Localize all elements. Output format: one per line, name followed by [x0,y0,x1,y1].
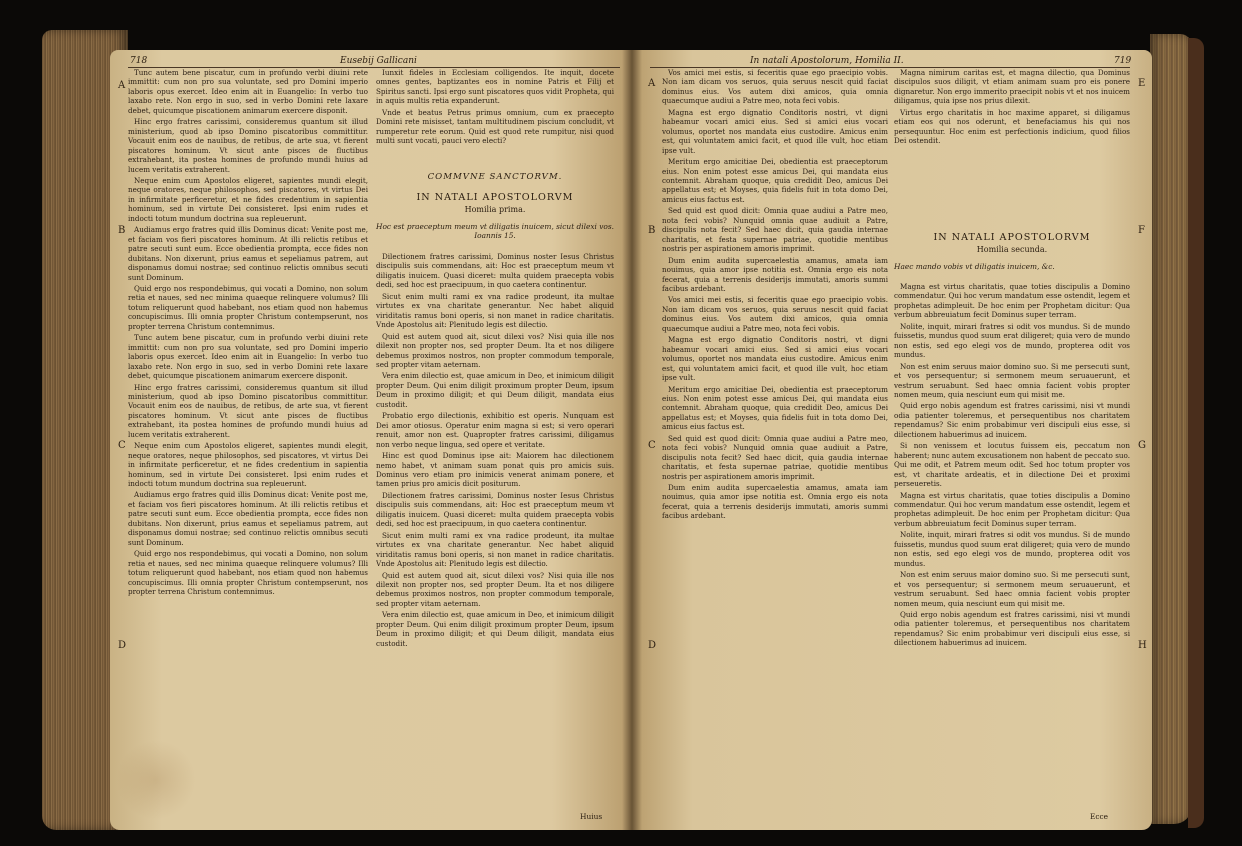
right-cover [1188,38,1204,828]
right-outer-letter-h: H [1138,640,1147,651]
right-running-head: In natali Apostolorum, Homilia II. [750,56,904,66]
left-col2-paragraph: Iunxit fideles in Ecclesiam colligendos. Ite inquit, docete omnes gentes, baptizantes eos in nomine Patris et Filij et Spiritus sancti. Ipsi ergo sunt piscatores quos vidit Propheta, qui in aquis multis retia expanderunt. [376,68,614,106]
right-col2-paragraph: Virtus ergo charitatis in hoc maxime apparet, si diligamus etiam eos qui nos oderunt, et benefaciamus his qui nos persequuntur. Hoc enim est perfectionis indicium, quod filios Dei ostendit. [894,107,1130,146]
right-col1-paragraph: Vos amici mei estis, si feceritis quae ego praecipio vobis. Non iam dicam vos seruos, quia seruus nescit quid faciat dominus eius. Vos autem dixi amicos, quia omnia quaecumque audiui a Patre meo, nota feci vobis. [662,68,888,106]
left-col2-body-paragraph: Vera enim dilectio est, quae amicum in Deo, et inimicum diligit propter Deum. Qui enim diligit proximum propter Deum, ipsum Deum in proximo diligit; et qui Deum diligit, mandata eius custodit. [376,610,614,648]
right-catchword: Ecce [1090,812,1109,821]
right-col1-paragraph: Magna est ergo dignatio Conditoris nostri, vt digni habeamur vocari amici eius. Sed si amici eius vocari volumus, oportet nos mandata eius custodire. Amicus enim est, qui voluntatem amici facit, et quod ille vult, hoc etiam ipse vult. [662,335,888,383]
feast-heading: IN NATALI APOSTOLORVM [416,192,574,203]
right-col1-paragraph: Dum enim audita supercaelestia amamus, amata iam nouimus, quia amor ipse notitia est. Omnia ergo eis nota fecerat, quia a terrenis desiderijs immutati, amoris summi facibus ardebant. [662,255,888,293]
right-col1-paragraph: Meritum ergo amicitiae Dei, obedientia est praeceptorum eius. Non enim potest esse amicus Dei, qui mandata eius contemnit. Abraham quoque, quia credidit Deo, amicus Dei appellatus est; et Moyses, quia fidelis fuit in tota domo Dei, amicus eius factus est. [662,384,888,432]
right-inner-letter-a: A [648,78,656,89]
right-column-2-body [894,282,1130,812]
right-inner-letter-c: C [648,440,656,451]
left-catchword: Huius [580,812,603,821]
right-inner-letter-d: D [648,640,657,651]
right-inner-letter-b: B [648,225,656,236]
left-col2-body-paragraph: Dilectionem fratres carissimi, Dominus noster Iesus Christus discipulis suis commendans, ait: Hoc est praeceptum meum vt diligatis inuicem. Quasi diceret: multa quidem praecepta vobis dedi, sed hoc est praecipuum, in quo caetera continentur. [376,490,614,529]
right-page [630,50,1152,830]
homily-lemma: Hoc est praeceptum meum vt diligatis inuicem, sicut dilexi vos. Ioannis 15. [376,222,614,240]
right-col1-paragraph: Sed quid est quod dicit: Omnia quae audiui a Patre meo, nota feci vobis? Nunquid omnia quae audiuit a Patre, discipulis nota fecit? Sed haec dicit, quia gaudia internae charitatis, et festa supernae patriae, quotidie mentibus nostris per aspirationem amoris imprimit. [662,433,888,481]
right-col2-body-paragraph: Quid ergo nobis agendum est fratres carissimi, nisi vt mundi odia patienter toleremus, et persequentibus nos charitatem rependamus? Sic enim probabimur veri discipuli eius esse, si dilectionem habuerimus ad inuicem. [894,609,1130,648]
left-col1-paragraph: Hinc ergo fratres carissimi, consideremus quantum sit illud ministerium, quod ab ipso Domino piscatoribus committitur. Vocauit enim eos de nauibus, de retibus, de arte sua, vt fierent piscatores hominum. Vt sicut ante pisces de fluctibus extrahebant, ita postea homines de profundo mundi huius ad lucem veritatis extraherent. [128,382,368,439]
left-col2-body-paragraph: Quid est autem quod ait, sicut dilexi vos? Nisi quia ille nos dilexit non propter nos, sed propter Deum. Ita et nos diligere debemus proximos nostros, non propter commodum temporale, sed propter vitam aeternam. [376,331,614,369]
right-col2-body-paragraph: Si non venissem et locutus fuissem eis, peccatum non haberent; nunc autem excusationem non habent de peccato suo. Qui me odit, et Patrem meum odit. Sed hoc totum propter vos est, vt charitate ardeatis, et in dilectione Dei et proximi perseueretis. [894,441,1130,489]
right-column-1 [662,68,888,813]
left-col2-paragraph: Vnde et beatus Petrus primus omnium, cum ex praecepto Domini rete misisset, tantam multitudinem piscium concludit, vt rumperetur rete eorum. Quid est quod rete rumpitur, nisi quod multi sunt vocati, pauci vero electi? [376,107,614,146]
left-col1-paragraph: Tunc autem bene piscatur, cum in profundo verbi diuini rete immittit: cum non pro sua voluntate, sed pro Domini imperio laboris opus exercet. Ideo enim ait in Euangelio: In verbo tuo laxabo rete. Non ergo in suo, sed in verbo Domini rete laxare debet, quicumque piscationem animarum exercere disponit. [128,68,368,115]
right-column-2-top [894,68,1130,208]
right-col2-body-paragraph: Quid ergo nobis agendum est fratres carissimi, nisi vt mundi odia patienter toleremus, et persequentibus nos charitatem rependamus? Sic enim probabimur veri discipuli eius esse, si dilectionem habuerimus ad inuicem. [894,401,1130,439]
right-fore-edge [1150,34,1192,824]
homily-lemma: Haec mando vobis vt diligatis inuicem, &c. [894,262,1055,271]
right-col1-paragraph: Dum enim audita supercaelestia amamus, amata iam nouimus, quia amor ipse notitia est. Omnia ergo eis nota fecerat, quia a terrenis desiderijs immutati, amoris summi facibus ardebant. [662,483,888,521]
left-margin-letter-b: B [118,225,126,236]
left-running-head: Eusebij Gallicani [340,56,417,66]
left-col1-paragraph: Tunc autem bene piscatur, cum in profundo verbi diuini rete immittit: cum non pro sua voluntate, sed pro Domini imperio laboris opus exercet. Ideo enim ait in Euangelio: In verbo tuo laxabo rete. Non ergo in suo, sed in verbo Domini rete laxare debet, quicumque piscationem animarum exercere disponit. [128,333,368,381]
left-col1-paragraph: Quid ergo nos respondebimus, qui vocati a Domino, non solum retia et naues, sed nec minima quaeque relinquere volumus? Illi totum reliquerunt quod habebant, nos etiam quod non habemus concupiscimus. Illi omnia propter Christum contempserunt, nos propter terrena Christum contemnimus. [128,549,368,597]
left-col1-paragraph: Audiamus ergo fratres quid illis Dominus dicat: Venite post me, et faciam vos fieri piscatores hominum. At illi relictis retibus et patre secuti sunt eum. Ecce obedientia prompta, ecce fides non dubitans. Non dixerunt, prius eamus et sepeliamus patrem, aut disponamus domui nostrae; sed continuo relictis omnibus secuti sunt Dominum. [128,490,368,547]
right-col2-body-paragraph: Magna est virtus charitatis, quae toties discipulis a Domino commendatur. Qui hoc verum mandatum esse ostendit, legem et prophetas adimpleuit. De hoc enim per Prophetam dicitur: Qua verbum abbreuiatum fecit Dominus super terram. [894,282,1130,320]
right-outer-letter-g: G [1138,440,1146,451]
left-margin-letter-c: C [118,440,126,451]
right-col2-body-paragraph: Nolite, inquit, mirari fratres si odit vos mundus. Si de mundo fuissetis, mundus quod suum erat diligeret; quia vero de mundo non estis, sed ego elegi vos de mundo, propterea odit vos mundus. [894,321,1130,360]
left-column-1 [128,68,368,813]
right-outer-letter-e: E [1138,78,1146,89]
left-col2-body-paragraph: Sicut enim multi rami ex vna radice prodeunt, ita multae virtutes ex vna charitate generantur. Nec habet aliquid viriditatis ramus boni operis, si non manet in radice charitatis. Vnde Apostolus ait: Plenitudo legis est dilectio. [376,291,614,330]
right-homily-title [894,232,1130,271]
left-col2-body-paragraph: Vera enim dilectio est, quae amicum in Deo, et inimicum diligit propter Deum. Qui enim diligit proximum propter Deum, ipsum Deum in proximo diligit; et qui Deum diligit, mandata eius custodit. [376,371,614,409]
right-col2-paragraph: Magna nimirum caritas est, et magna dilectio, qua Dominus discipulos suos diligit, vt etiam animam suam pro eis ponere dignaretur. Non ergo immerito praecipit nobis vt et nos inuicem diligamus, quia ipse nos prius dilexit. [894,68,1130,106]
right-col2-body-paragraph: Non est enim seruus maior domino suo. Si me persecuti sunt, et vos persequentur; si sermonem meum seruauerunt, et vestrum seruabunt. Sed haec omnia facient vobis propter nomen meum, quia nesciunt eum qui misit me. [894,570,1130,608]
left-col1-paragraph: Hinc ergo fratres carissimi, consideremus quantum sit illud ministerium, quod ab ipso Domino piscatoribus committitur. Vocauit enim eos de nauibus, de retibus, de arte sua, vt fierent piscatores hominum. Vt sicut ante pisces de fluctibus extrahebant, ita postea homines de profundo mundi huius ad lucem veritatis extraherent. [128,117,368,174]
right-col1-paragraph: Meritum ergo amicitiae Dei, obedientia est praeceptorum eius. Non enim potest esse amicus Dei, qui mandata eius contemnit. Abraham quoque, quia credidit Deo, amicus Dei appellatus est; et Moyses, quia fidelis fuit in tota domo Dei, amicus eius factus est. [662,157,888,204]
left-col2-body-paragraph: Quid est autem quod ait, sicut dilexi vos? Nisi quia ille nos dilexit non propter nos, sed propter Deum. Ita et nos diligere debemus proximos nostros, non propter commodum temporale, sed propter vitam aeternam. [376,570,614,608]
left-col1-paragraph: Audiamus ergo fratres quid illis Dominus dicat: Venite post me, et faciam vos fieri piscatores hominum. At illi relictis retibus et patre secuti sunt eum. Ecce obedientia prompta, ecce fides non dubitans. Non dixerunt, prius eamus et sepeliamus patrem, aut disponamus domui nostrae; sed continuo relictis omnibus secuti sunt Dominum. [128,225,368,282]
left-col2-body-paragraph: Sicut enim multi rami ex vna radice prodeunt, ita multae virtutes ex vna charitate generantur. Nec habet aliquid viriditatis ramus boni operis, si non manet in radice charitatis. Vnde Apostolus ait: Plenitudo legis est dilectio. [376,530,614,569]
right-col1-paragraph: Vos amici mei estis, si feceritis quae ego praecipio vobis. Non iam dicam vos seruos, quia seruus nescit quid faciat dominus eius. Vos autem dixi amicos, quia omnia quaecumque audiui a Patre meo, nota feci vobis. [662,295,888,333]
paper-stain [116,740,196,820]
right-col2-body-paragraph: Nolite, inquit, mirari fratres si odit vos mundus. Si de mundo fuissetis, mundus quod suum erat diligeret; quia vero de mundo non estis, sed ego elegi vos de mundo, propterea odit vos mundus. [894,530,1130,568]
feast-heading: IN NATALI APOSTOLORVM [933,232,1091,243]
left-col2-body-paragraph: Probatio ergo dilectionis, exhibitio est operis. Nunquam est Dei amor otiosus. Operatur enim magna si est; si vero operari renuit, amor non est. Quapropter fratres carissimi, diligamus non verbo neque lingua, sed opere et veritate. [376,411,614,449]
left-col2-body-paragraph: Hinc est quod Dominus ipse ait: Maiorem hac dilectionem nemo habet, vt animam suam ponat quis pro amicis suis. Dominus vero etiam pro inimicis venerat animam ponere, et tamen prius pro amicis dicit positurum. [376,451,614,489]
left-col1-paragraph: Quid ergo nos respondebimus, qui vocati a Domino, non solum retia et naues, sed nec minima quaeque relinquere volumus? Illi totum reliquerunt quod habebant, nos etiam quod non habemus concupiscimus. Illi omnia propter Christum contempserunt, nos propter terrena Christum contemnimus. [128,283,368,331]
right-outer-letter-f: F [1138,225,1145,236]
right-col2-body-paragraph: Magna est virtus charitatis, quae toties discipulis a Domino commendatur. Qui hoc verum mandatum esse ostendit, legem et prophetas adimpleuit. De hoc enim per Prophetam dicitur: Qua verbum abbreuiatum fecit Dominus super terram. [894,490,1130,528]
right-col1-paragraph: Sed quid est quod dicit: Omnia quae audiui a Patre meo, nota feci vobis? Nunquid omnia quae audiuit a Patre, discipulis nota fecit? Sed haec dicit, quia gaudia internae charitatis, et festa supernae patriae, quotidie mentibus nostris per aspirationem amoris imprimit. [662,206,888,254]
left-margin-letter-a: A [118,80,126,91]
left-col2-body-paragraph: Dilectionem fratres carissimi, Dominus noster Iesus Christus discipulis suis commendans, ait: Hoc est praeceptum meum vt diligatis inuicem. Quasi diceret: multa quidem praecepta vobis dedi, sed hoc est praecipuum, in quo caetera continentur. [376,252,614,290]
common-heading: COMMVNE SANCTORVM. [427,172,563,182]
left-page [110,50,630,830]
left-page-number: 718 [130,56,148,66]
left-margin-letter-d: D [118,640,127,651]
homily-heading: Homilia prima. [464,205,526,214]
book-gutter [622,50,642,830]
left-col1-paragraph: Neque enim cum Apostolos eligeret, sapientes mundi elegit, neque oratores, neque philosophos, sed piscatores, vt virtus Dei in infirmitate perficeretur, et ne fides credentium in sapientia hominum, sed in virtute Dei consisteret. Ipsi enim rudes et indocti totum mundum doctrina sua repleuerunt. [128,175,368,223]
left-column-2-top [376,68,614,168]
left-column-2-body [376,252,614,812]
homily-heading: Homilia secunda. [976,245,1048,254]
right-col2-body-paragraph: Non est enim seruus maior domino suo. Si me persecuti sunt, et vos persequentur; si sermonem meum seruauerunt, et vestrum seruabunt. Sed haec omnia facient vobis propter nomen meum, quia nesciunt eum qui misit me. [894,361,1130,399]
right-col1-paragraph: Magna est ergo dignatio Conditoris nostri, vt digni habeamur vocari amici eius. Sed si amici eius vocari volumus, oportet nos mandata eius custodire. Amicus enim est, qui voluntatem amici facit, et quod ille vult, hoc etiam ipse vult. [662,107,888,155]
right-page-number: 719 [1114,56,1132,66]
left-homily-title [376,172,614,240]
left-col1-paragraph: Neque enim cum Apostolos eligeret, sapientes mundi elegit, neque oratores, neque philosophos, sed piscatores, vt virtus Dei in infirmitate perficeretur, et ne fides credentium in sapientia hominum, sed in virtute Dei consisteret. Ipsi enim rudes et indocti totum mundum doctrina sua repleuerunt. [128,441,368,489]
